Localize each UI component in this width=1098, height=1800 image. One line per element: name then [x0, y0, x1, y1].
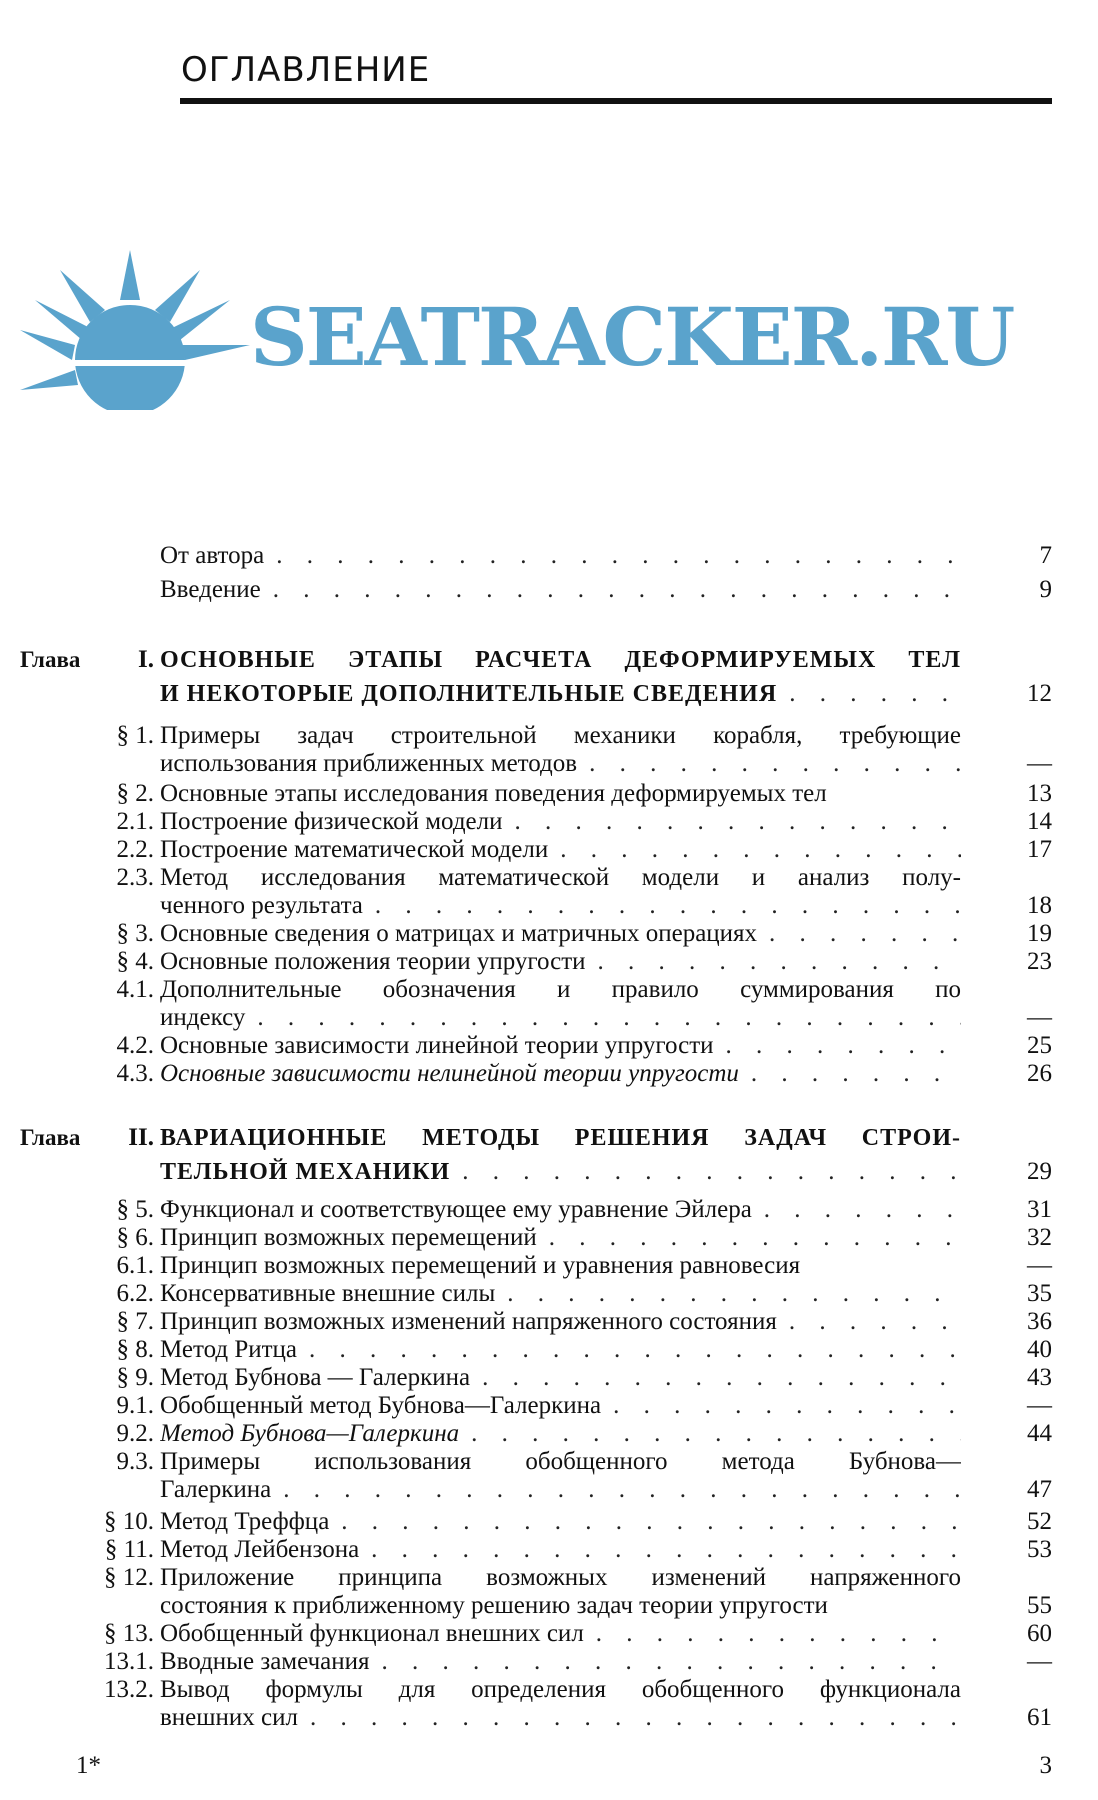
entry-text: [160, 1564, 961, 1592]
dot-leader: [584, 1620, 961, 1648]
entry-text: [160, 1536, 961, 1564]
entry-text: [160, 1308, 961, 1336]
entry-text: [160, 1252, 961, 1280]
entry-text: [160, 808, 961, 836]
entry-page: —: [1027, 1392, 1052, 1419]
dot-leader: [757, 920, 961, 948]
toc-entry-line: [0, 1476, 1098, 1504]
entry-number: § 5.: [116, 1196, 154, 1223]
toc-entry-line: [0, 836, 1098, 864]
signature-mark: 1*: [76, 1752, 101, 1779]
entry-text: [160, 1364, 961, 1392]
entry-text: [160, 1648, 961, 1676]
toc-entry-line: [0, 576, 1098, 604]
entry-page: —: [1027, 1004, 1052, 1031]
toc-entry-line: [0, 1158, 1098, 1186]
chapter-label: Глава: [20, 647, 81, 672]
toc-entry-line: [0, 1364, 1098, 1392]
entry-number: § 10.: [104, 1508, 154, 1535]
dot-leader: [370, 1648, 961, 1676]
entry-number: 13.2.: [104, 1676, 154, 1703]
toc-entry-line: [0, 1280, 1098, 1308]
toc-entry-line: [0, 920, 1098, 948]
toc-entry-line: [0, 1564, 1098, 1592]
toc-entry-line: [0, 1392, 1098, 1420]
entry-page: 35: [1027, 1280, 1052, 1307]
entry-text: [160, 1448, 961, 1476]
dot-leader: [329, 1508, 961, 1536]
entry-text: [160, 1620, 961, 1648]
dot-leader: [264, 542, 961, 570]
toc-entry-line: [0, 1060, 1098, 1088]
toc-entry-line: [0, 1676, 1098, 1704]
entry-title: Основные зависимости линейной теории упругости: [160, 1032, 714, 1059]
toc-entry-line: [0, 864, 1098, 892]
entry-text: [160, 576, 961, 604]
dot-leader: [245, 1004, 961, 1032]
entry-number: § 2.: [116, 780, 154, 807]
toc-entry-line: [0, 1004, 1098, 1032]
entry-title: Приложение принципа возможных изменений напряженного: [160, 1564, 961, 1591]
watermark-logo: SEATRACKER.RU: [250, 290, 1014, 384]
entry-number: § 13.: [104, 1620, 154, 1647]
entry-page: 12: [1027, 680, 1052, 707]
entry-title: Метод Ритца: [160, 1336, 298, 1363]
entry-number: § 1.: [116, 722, 154, 749]
entry-page: 61: [1027, 1704, 1052, 1731]
entry-text: [160, 864, 961, 892]
entry-number: § 7.: [116, 1308, 154, 1335]
entry-number: 6.2.: [116, 1280, 154, 1307]
dot-leader: [495, 1280, 961, 1308]
entry-text: [160, 780, 961, 808]
entry-title: использования приближенных методов: [160, 750, 578, 777]
chapter-label: Глава: [20, 1125, 81, 1150]
entry-text: [160, 920, 961, 948]
toc-entry-line: [0, 948, 1098, 976]
toc-entry-line: [0, 1224, 1098, 1252]
toc-entry-line: [0, 1420, 1098, 1448]
dot-leader: [577, 750, 961, 778]
dot-leader: [459, 1420, 961, 1448]
dot-leader: [359, 1536, 961, 1564]
entry-title: индексу: [160, 1004, 246, 1031]
entry-title: Основные положения теории упругости: [160, 948, 586, 975]
title-rule: [180, 98, 1052, 104]
toc-entry-line: [0, 1196, 1098, 1224]
toc-entry-line: [0, 1704, 1098, 1732]
toc-entry-line: [0, 1620, 1098, 1648]
entry-text: [160, 750, 961, 778]
entry-title: Метод Треффца: [160, 1508, 330, 1535]
entry-text: [160, 948, 961, 976]
entry-text: [160, 646, 961, 674]
entry-text: [160, 1476, 961, 1504]
entry-number: II.: [128, 1124, 154, 1151]
entry-title: Примеры использования обобщенного метода Бубнова—: [160, 1448, 961, 1475]
entry-number: 2.3.: [116, 864, 154, 891]
dot-leader: [777, 680, 961, 708]
entry-number: § 3.: [116, 920, 154, 947]
entry-number: 4.2.: [116, 1032, 154, 1059]
entry-title: Вывод формулы для определения обобщенного функционала: [160, 1676, 961, 1703]
dot-leader: [363, 892, 961, 920]
entry-page: 53: [1027, 1536, 1052, 1563]
entry-text: [160, 1508, 961, 1536]
entry-title: От автора: [160, 542, 265, 569]
entry-page: 47: [1027, 1476, 1052, 1503]
toc-entry-line: [0, 780, 1098, 808]
entry-text: [160, 1004, 961, 1032]
toc-entry-line: [0, 1448, 1098, 1476]
entry-title: ВАРИАЦИОННЫЕ МЕТОДЫ РЕШЕНИЯ ЗАДАЧ СТРОИ-: [160, 1125, 961, 1151]
entry-number: 9.2.: [116, 1420, 154, 1447]
toc-entry-line: [0, 1032, 1098, 1060]
entry-page: 19: [1027, 920, 1052, 947]
entry-page: 14: [1027, 808, 1052, 835]
entry-title: Основные сведения о матрицах и матричных операциях: [160, 920, 758, 947]
entry-page: 55: [1027, 1592, 1052, 1619]
entry-text: [160, 892, 961, 920]
entry-text: [160, 1158, 961, 1186]
entry-page: 60: [1027, 1620, 1052, 1647]
toc-entry-line: [0, 646, 1098, 674]
toc-entry-line: [0, 680, 1098, 708]
entry-title: внешних сил: [160, 1704, 298, 1731]
entry-title: Функционал и соответствующее ему уравнение Эйлера: [160, 1196, 752, 1223]
toc-entry-line: [0, 1252, 1098, 1280]
entry-number: I.: [138, 646, 154, 673]
toc-entry-line: [0, 976, 1098, 1004]
entry-title: Метод Бубнова — Галеркина: [160, 1364, 471, 1391]
entry-page: 32: [1027, 1224, 1052, 1251]
entry-text: [160, 1032, 961, 1060]
entry-page: 18: [1027, 892, 1052, 919]
entry-title: Принцип возможных перемещений: [160, 1224, 537, 1251]
entry-page: 44: [1027, 1420, 1052, 1447]
entry-number: 4.1.: [116, 976, 154, 1003]
dot-leader: [470, 1364, 961, 1392]
entry-number: § 9.: [116, 1364, 154, 1391]
entry-page: 7: [1039, 542, 1052, 569]
dot-leader: [752, 1196, 961, 1224]
dot-leader: [450, 1158, 961, 1186]
entry-title: Принцип возможных перемещений и уравнения равновесия: [160, 1252, 801, 1279]
dot-leader: [261, 576, 961, 604]
entry-text: [160, 1392, 961, 1420]
dot-leader: [503, 808, 961, 836]
entry-title: Вводные замечания: [160, 1648, 370, 1675]
entry-title: Построение физической модели: [160, 808, 503, 835]
dot-leader: [586, 948, 961, 976]
dot-leader: [271, 1476, 961, 1504]
entry-text: [160, 1280, 961, 1308]
entry-number: 13.1.: [104, 1648, 154, 1675]
entry-page: —: [1027, 750, 1052, 777]
entry-page: 26: [1027, 1060, 1052, 1087]
entry-page: —: [1027, 1648, 1052, 1675]
dot-leader: [297, 1336, 961, 1364]
toc-entry-line: [0, 750, 1098, 778]
entry-page: 43: [1027, 1364, 1052, 1391]
entry-number: § 6.: [116, 1224, 154, 1251]
entry-number: 9.3.: [116, 1448, 154, 1475]
entry-text: [160, 1124, 961, 1152]
toc-entry-line: [0, 1308, 1098, 1336]
entry-number: § 12.: [104, 1564, 154, 1591]
entry-text: [160, 1196, 961, 1224]
toc-entry-line: [0, 722, 1098, 750]
entry-page: 52: [1027, 1508, 1052, 1535]
page-title: ОГЛАВЛЕНИЕ: [181, 50, 431, 90]
dot-leader: [714, 1032, 961, 1060]
entry-title: Дополнительные обозначения и правило суммирования по: [160, 976, 961, 1003]
dot-leader: [777, 1308, 961, 1336]
entry-number: § 8.: [116, 1336, 154, 1363]
entry-number: 9.1.: [116, 1392, 154, 1419]
toc-entry-line: [0, 1592, 1098, 1620]
entry-title: Обобщенный функционал внешних сил: [160, 1620, 584, 1647]
entry-page: 17: [1027, 836, 1052, 863]
toc-entry-line: [0, 1648, 1098, 1676]
entry-text: [160, 976, 961, 1004]
entry-title: Галеркина: [160, 1476, 272, 1503]
entry-title: Метод исследования математической модели и анализ полу-: [160, 864, 961, 891]
entry-text: [160, 542, 961, 570]
entry-page: 31: [1027, 1196, 1052, 1223]
entry-page: 36: [1027, 1308, 1052, 1335]
entry-number: 4.3.: [116, 1060, 154, 1087]
entry-title: Построение математической модели: [160, 836, 549, 863]
entry-title: ченного результата: [160, 892, 363, 919]
entry-title: Введение: [160, 576, 261, 603]
entry-title: Основные зависимости нелинейной теории упругости: [160, 1060, 739, 1087]
entry-title: Обобщенный метод Бубнова—Галеркина: [160, 1392, 602, 1419]
entry-number: 6.1.: [116, 1252, 154, 1279]
entry-title: ОСНОВНЫЕ ЭТАПЫ РАСЧЕТА ДЕФОРМИРУЕМЫХ ТЕЛ: [160, 647, 961, 673]
entry-page: 13: [1027, 780, 1052, 807]
dot-leader: [298, 1704, 961, 1732]
dot-leader: [548, 836, 961, 864]
entry-text: [160, 1676, 961, 1704]
entry-number: § 4.: [116, 948, 154, 975]
entry-title: ТЕЛЬНОЙ МЕХАНИКИ: [160, 1159, 451, 1185]
entry-page: 29: [1027, 1158, 1052, 1185]
entry-text: [160, 722, 961, 750]
entry-title: Примеры задач строительной механики корабля, требующие: [160, 722, 961, 749]
toc-entry-line: [0, 1536, 1098, 1564]
toc-entry-line: [0, 1124, 1098, 1152]
entry-number: 2.1.: [116, 808, 154, 835]
entry-text: [160, 836, 961, 864]
entry-page: —: [1027, 1252, 1052, 1279]
entry-page: 23: [1027, 948, 1052, 975]
entry-page: 25: [1027, 1032, 1052, 1059]
entry-number: 2.2.: [116, 836, 154, 863]
toc-entry-line: [0, 1336, 1098, 1364]
entry-text: [160, 1420, 961, 1448]
entry-page: 40: [1027, 1336, 1052, 1363]
entry-number: § 11.: [104, 1536, 154, 1563]
entry-text: [160, 1592, 961, 1620]
entry-text: [160, 680, 961, 708]
entry-text: [160, 1704, 961, 1732]
entry-text: [160, 1060, 961, 1088]
entry-text: [160, 1336, 961, 1364]
entry-title: Метод Лейбензона: [160, 1536, 360, 1563]
entry-title: И НЕКОТОРЫЕ ДОПОЛНИТЕЛЬНЫЕ СВЕДЕНИЯ: [160, 681, 778, 707]
watermark-sun-icon: [20, 250, 260, 410]
entry-page: 9: [1039, 576, 1052, 603]
toc-entry-line: [0, 1508, 1098, 1536]
page-number: 3: [1039, 1752, 1052, 1779]
toc-entry-line: [0, 892, 1098, 920]
entry-title: Метод Бубнова—Галеркина: [160, 1420, 460, 1447]
entry-text: [160, 1224, 961, 1252]
entry-title: состояния к приближенному решению задач теории упругости: [160, 1592, 828, 1619]
entry-title: Принцип возможных изменений напряженного состояния: [160, 1308, 777, 1335]
entry-title: Консервативные внешние силы: [160, 1280, 496, 1307]
entry-title: Основные этапы исследования поведения деформируемых тел: [160, 780, 827, 807]
dot-leader: [601, 1392, 961, 1420]
toc-entry-line: [0, 808, 1098, 836]
dot-leader: [537, 1224, 961, 1252]
toc-entry-line: [0, 542, 1098, 570]
dot-leader: [739, 1060, 961, 1088]
